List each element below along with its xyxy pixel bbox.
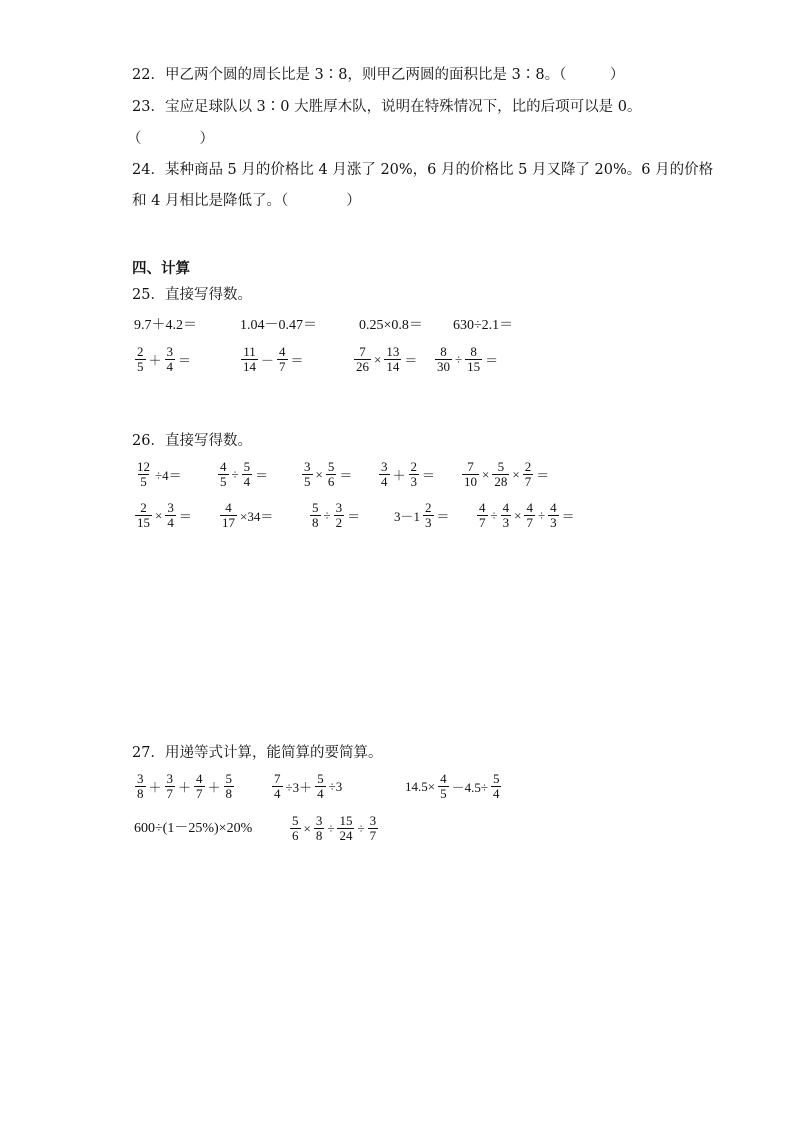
q26-expr-8: $\frac{5}{8}$ ÷ $\frac{3}{2}$ ＝ [312,500,361,530]
question-27-title: 27．用递等式计算，能简算的要简算。 [132,745,383,761]
q25-expr-3: 0.25×0.8＝ [359,318,423,333]
q25-expr-7: $\frac{7}{26}$ × $\frac{13}{14}$ ＝ [356,344,418,374]
q26-expr-5: $\frac{7}{10}$ × $\frac{5}{28}$ × $\frac{2}{7}$ ＝ [464,459,550,489]
q27-expr-3: 14.5× $\frac{4}{5}$ －4.5÷ $\frac{5}{4}$ [405,771,500,801]
q25-expr-8: $\frac{8}{30}$ ÷ $\frac{8}{15}$ ＝ [437,344,499,374]
q26-expr-10: $\frac{4}{7}$ ÷ $\frac{4}{3}$ × $\frac{4}{7}$ ÷ $\frac{4}{3}$ ＝ [479,500,575,530]
q25-expr-5: $\frac{2}{5}$ ＋ $\frac{3}{4}$ ＝ [137,344,192,374]
question-24-line2: 和 4 月相比是降低了。（ ） [132,193,361,209]
question-24-line1: 24．某种商品 5 月的价格比 4 月涨了 20%，6 月的价格比 5 月又降了 20%。6 月的价格 [132,162,714,178]
q27-expr-2: $\frac{7}{4}$ ÷3＋ $\frac{5}{4}$ ÷3 [274,771,343,801]
question-26-title: 26．直接写得数。 [132,433,252,449]
q26-expr-4: $\frac{3}{4}$ ＋ $\frac{2}{3}$ ＝ [381,459,436,489]
question-23-line1: 23．宝应足球队以 3∶0 大胜厚木队，说明在特殊情况下，比的后项可以是 0。 [132,99,642,115]
q26-expr-7: $\frac{4}{17}$ ×34＝ [222,500,274,530]
q27-expr-4: 600÷(1－25%)×20% [134,821,253,836]
question-23-answer-blank: （ ） [127,131,214,147]
question-25-title: 25．直接写得数。 [132,287,252,303]
q25-expr-1: 9.7＋4.2＝ [134,318,197,333]
q25-expr-6: $\frac{11}{14}$ － $\frac{4}{7}$ ＝ [243,344,304,374]
q27-expr-5: $\frac{5}{6}$ × $\frac{3}{8}$ ÷ $\frac{15}{24}$ ÷ $\frac{3}{7}$ [292,813,377,843]
q25-expr-2: 1.04－0.47＝ [240,318,317,333]
section-title-calculation: 四、计算 [132,260,190,277]
q26-expr-6: $\frac{2}{15}$ × $\frac{3}{4}$ ＝ [137,500,192,530]
q26-expr-2: $\frac{4}{5}$ ÷ $\frac{5}{4}$ ＝ [220,459,269,489]
q25-expr-4: 630÷2.1＝ [453,318,514,333]
q26-expr-1: $\frac{12}{5}$ ÷4＝ [137,459,182,489]
q27-expr-1: $\frac{3}{8}$ ＋ $\frac{3}{7}$ ＋ $\frac{4}{7}$ ＋ $\frac{5}{8}$ [137,771,233,801]
q26-expr-9: 3－1 $\frac{2}{3}$ ＝ [394,500,450,530]
q26-expr-3: $\frac{3}{5}$ × $\frac{5}{6}$ ＝ [304,459,353,489]
question-22: 22．甲乙两个圆的周长比是 3∶8，则甲乙两圆的面积比是 3∶8。（ ） [132,67,625,83]
